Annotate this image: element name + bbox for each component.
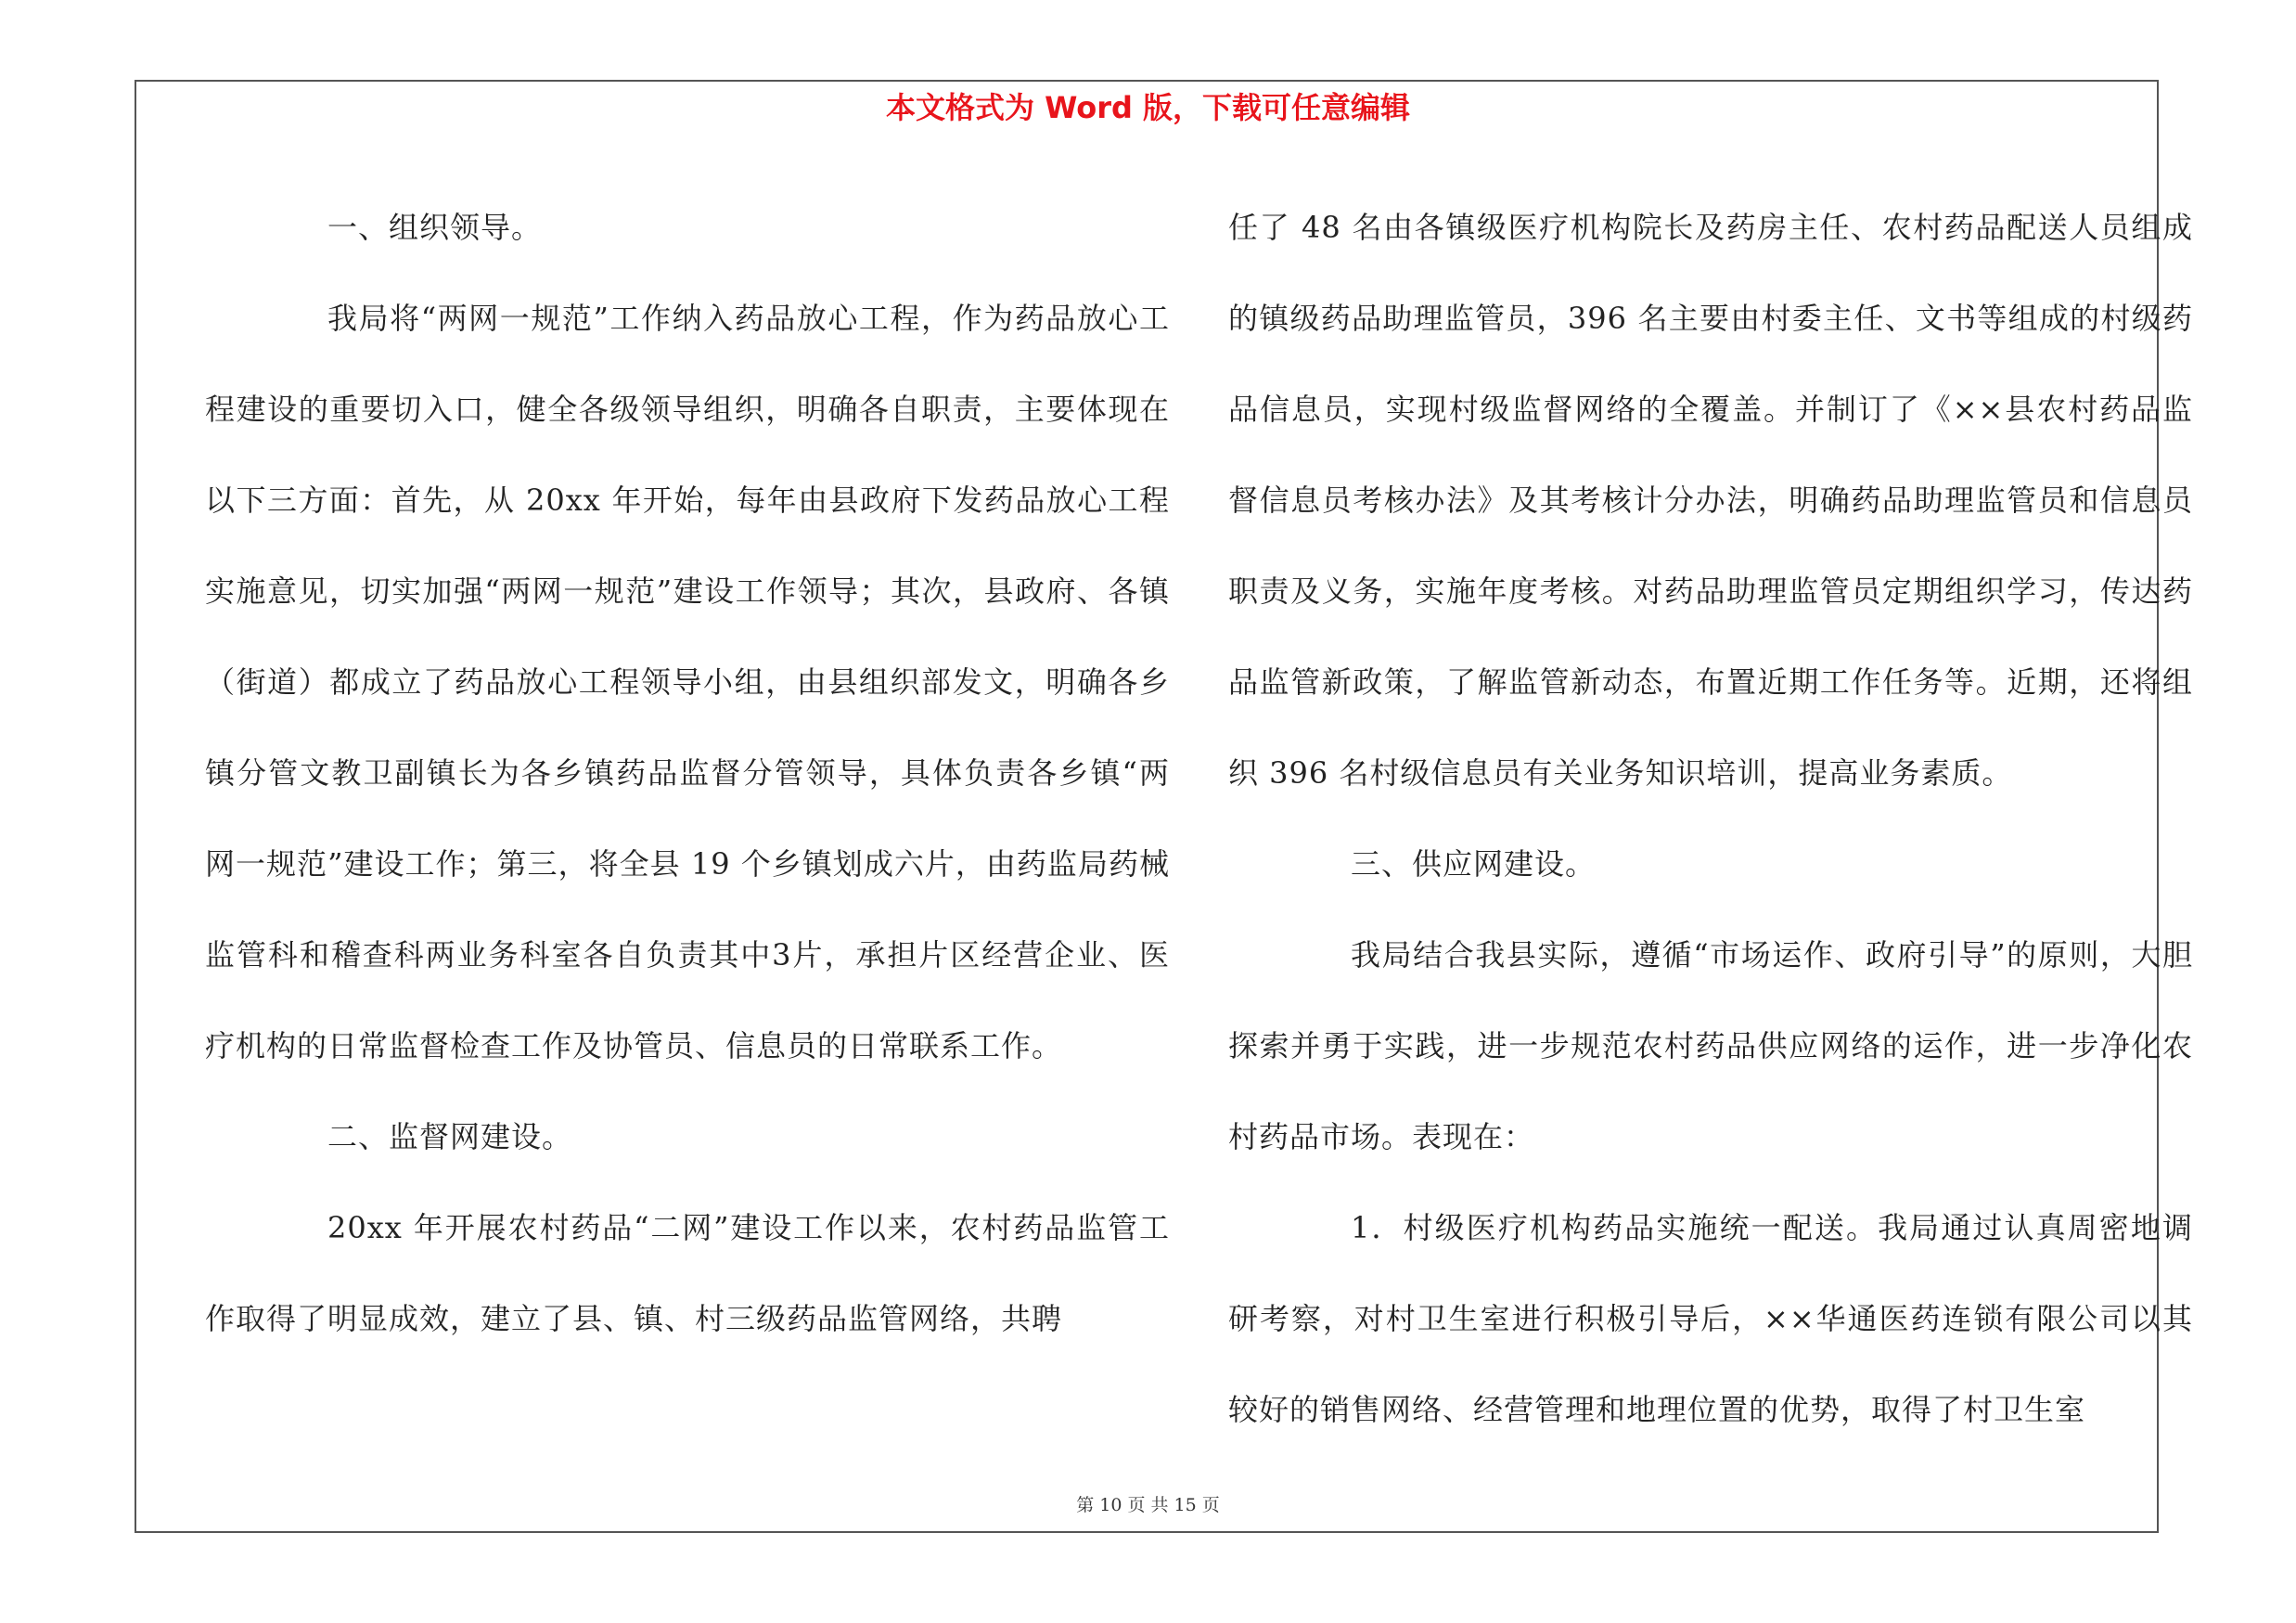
left-column	[205, 182, 1170, 1364]
page-number-footer: 第 10 页 共 15 页	[1076, 1495, 1220, 1515]
paragraph-supervision-continued: 任了 48 名由各镇级医疗机构院长及药房主任、农村药品配送人员组成的镇级药品助理监管员，396 名主要由村委主任、文书等组成的村级药品信息员，实现村级监督网络的全覆盖。并制订了《××县农村药品监督信息员考核办法》及其考核计分办法，明确药品助理监管员和信息员职责及义务，实施年度考核。对药品助理监管员定期组织学习，传达药品监管新政策，了解监管新动态，布置近期工作任务等。近期，还将组织 396 名村级信息员有关业务知识培训，提高业务素质。	[1228, 210, 2193, 791]
paragraph-organization: 我局将“两网一规范”工作纳入药品放心工程，作为药品放心工程建设的重要切入口，健全各级领导组织，明确各自职责，主要体现在以下三方面：首先，从 20xx 年开始，每年由县政府下发药品放心工程实施意见，切实加强“两网一规范”建设工作领导；其次，县政府、各镇（街道）都成立了药品放心工程领导小组，由县组织部发文，明确各乡镇分管文教卫副镇长为各乡镇药品监督分管领导，具体负责各乡镇“两网一规范”建设工作；第三，将全县 19 个乡镇划成六片，由药监局药械监管科和稽查科两业务科室各自负责其中3片，承担片区经营企业、医疗机构的日常监督检查工作及协管员、信息员的日常联系工作。	[205, 301, 1170, 1063]
format-notice-banner: 本文格式为 Word 版，下载可任意编辑	[885, 90, 1411, 125]
right-column	[1228, 182, 2193, 1455]
paragraph-supervision-network: 20xx 年开展农村药品“二网”建设工作以来，农村药品监管工作取得了明显成效，建立了县、镇、村三级药品监管网络，共聘	[205, 1210, 1170, 1336]
section-heading-supervision-network: 二、监督网建设。	[327, 1119, 573, 1154]
paragraph-unified-distribution: 1．村级医疗机构药品实施统一配送。我局通过认真周密地调研考察，对村卫生室进行积极引导后，××华通医药连锁有限公司以其较好的销售网络、经营管理和地理位置的优势，取得了村卫生室	[1228, 1210, 2193, 1427]
section-heading-supply-network: 三、供应网建设。	[1351, 846, 1597, 882]
section-heading-organization: 一、组织领导。	[327, 210, 543, 245]
paragraph-supply-network: 我局结合我县实际，遵循“市场运作、政府引导”的原则，大胆探索并勇于实践，进一步规范农村药品供应网络的运作，进一步净化农村药品市场。表现在：	[1228, 937, 2193, 1154]
